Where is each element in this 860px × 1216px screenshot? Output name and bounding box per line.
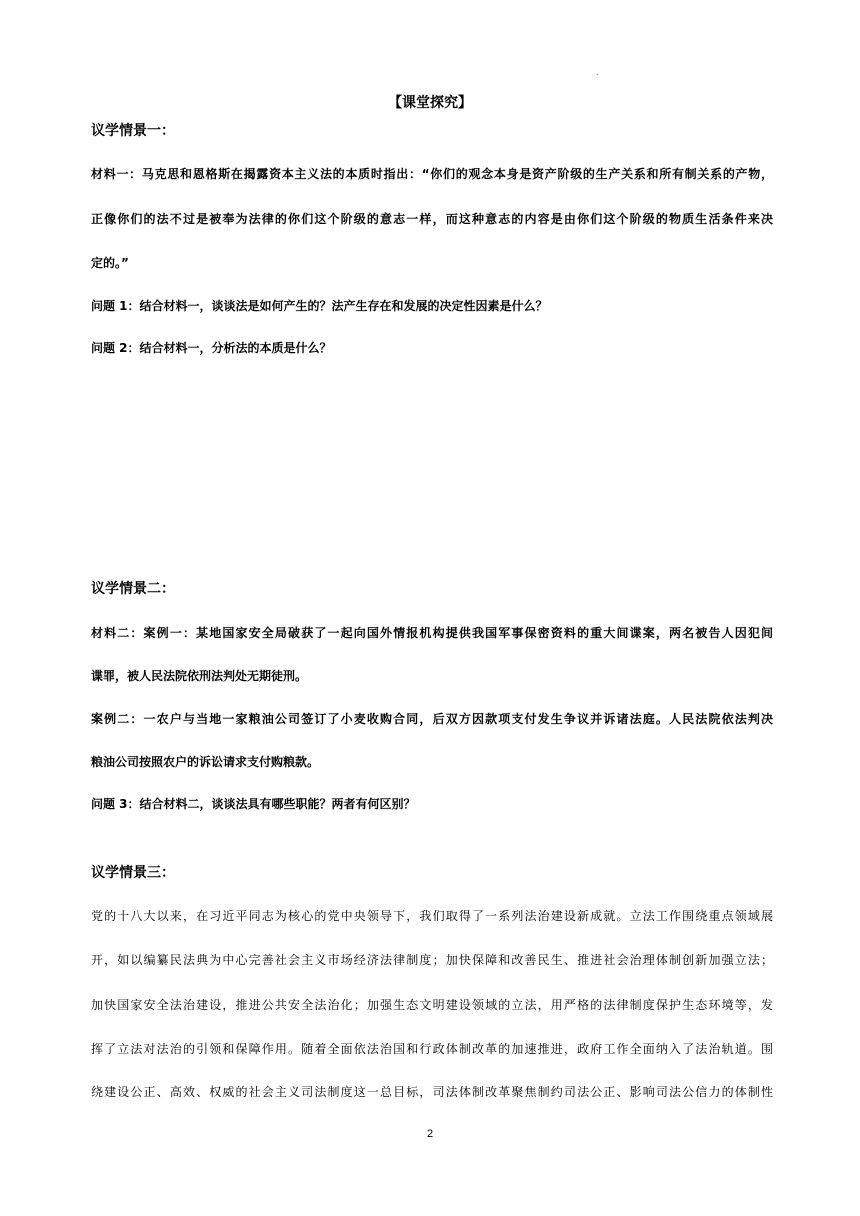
scene1-material-line: 定的。” [91,256,129,270]
scene2-material-line: 粮油公司按照农户的诉讼请求支付购粮款。 [91,755,320,769]
header-dot: . [596,68,599,77]
scene3-paragraph-line: 挥了立法对法治的引领和保障作用。随着全面依法治国和行政体制改革的加速推进，政府工作全面纳入了法治轨道。围 [91,1042,773,1056]
scene2-material-line: 案例二：一农户与当地一家粮油公司签订了小麦收购合同，后双方因款项支付发生争议并诉诸法庭。人民法院依法判决 [91,712,773,726]
scene3-paragraph-line: 加快国家安全法治建设，推进公共安全法治化；加强生态文明建设领域的立法，用严格的法律制度保护生态环境等，发 [91,998,773,1012]
scene3-heading: 议学情景三： [91,865,175,881]
scene2-heading: 议学情景二： [91,581,175,597]
page-title: 【课堂探究】 [388,95,472,111]
scene2-material-line: 谍罪，被人民法院依刑法判处无期徒刑。 [91,669,308,683]
scene2-material-line: 材料二：案例一：某地国家安全局破获了一起向国外情报机构提供我国军事保密资料的重大间谍案，两名被告人因犯间 [91,626,773,640]
scene3-paragraph-line: 党的十八大以来，在习近平同志为核心的党中央领导下，我们取得了一系列法治建设新成就。立法工作围绕重点领域展 [91,909,773,923]
scene1-material-line: 正像你们的法不过是被奉为法律的你们这个阶级的意志一样，而这种意志的内容是由你们这个阶级的物质生活条件来决 [91,212,773,226]
scene1-material-line: 材料一：马克思和恩格斯在揭露资本主义法的本质时指出：“你们的观念本身是资产阶级的生产关系和所有制关系的产物， [91,167,773,181]
question-1: 问题 1：结合材料一，谈谈法是如何产生的？法产生存在和发展的决定性因素是什么？ [91,299,548,313]
scene3-paragraph-line: 绕建设公正、高效、权威的社会主义司法制度这一总目标，司法体制改革聚焦制约司法公正、影响司法公信力的体制性 [91,1085,773,1099]
scene3-paragraph-line: 开，如以编纂民法典为中心完善社会主义市场经济法律制度；加快保障和改善民生、推进社会治理体制创新加强立法； [91,953,773,967]
scene1-heading: 议学情景一： [91,123,175,139]
question-2: 问题 2：结合材料一，分析法的本质是什么？ [91,341,332,355]
question-3: 问题 3：结合材料二，谈谈法具有哪些职能？两者有何区别？ [91,797,416,811]
page-number: 2 [426,1128,434,1140]
